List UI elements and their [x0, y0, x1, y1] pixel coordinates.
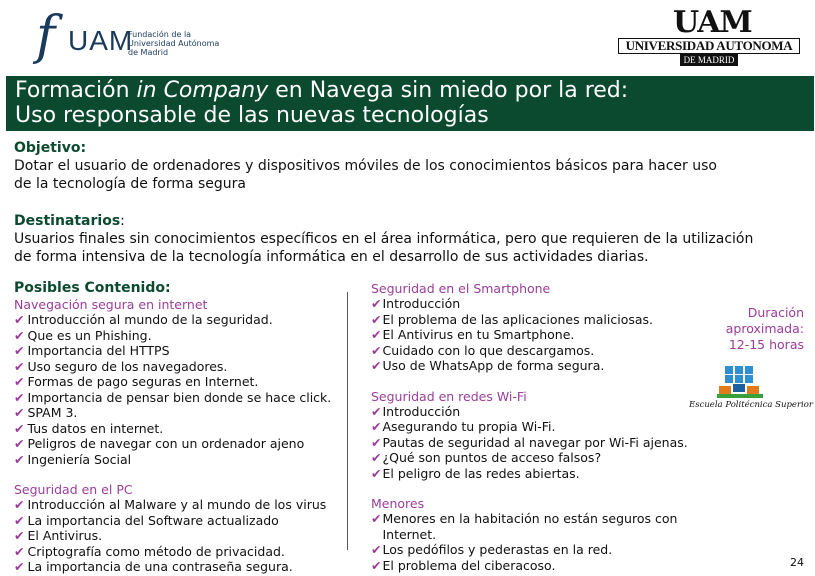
check-icon: ✔	[14, 512, 25, 528]
check-icon: ✔	[14, 312, 25, 327]
list-item-text: Internet.	[382, 526, 437, 542]
page-number: 24	[790, 556, 804, 569]
list-item-text: Introducción al Malware y al mundo de los virus	[27, 497, 327, 512]
list-item	[14, 452, 344, 468]
uam-logo-city: DE MADRID	[680, 54, 738, 66]
list-item	[371, 527, 701, 543]
list-item-text: SPAM 3.	[27, 405, 78, 420]
objetivo-heading: Objetivo:	[14, 140, 87, 156]
objetivo-text: de la tecnología de forma segura	[14, 176, 246, 192]
uam-logo-mark: UAM	[673, 5, 752, 40]
list-item-text: El Antivirus en tu Smartphone.	[382, 327, 575, 342]
check-icon: ✔	[14, 497, 25, 512]
list-item	[371, 343, 701, 359]
check-icon: ✔	[371, 358, 382, 373]
duracion-value: 12-15 horas	[728, 337, 804, 352]
check-icon: ✔	[14, 358, 25, 374]
contenidos-section-title: Menores	[371, 496, 425, 511]
column-divider	[347, 292, 348, 550]
check-icon: ✔	[14, 543, 25, 559]
list-item-text: La importancia de una contraseña segura.	[27, 559, 293, 574]
check-icon: ✔	[371, 342, 382, 358]
destinatarios-section	[14, 210, 809, 266]
list-item	[14, 421, 344, 437]
list-item-text: Importancia de pensar bien donde se hace click.	[27, 389, 332, 405]
list-item	[14, 390, 344, 406]
contenidos-section-title: Navegación segura en internet	[14, 297, 208, 312]
list-item-text: Uso seguro de los navegadores.	[27, 358, 228, 374]
list-item	[14, 436, 344, 452]
list-item-text: El peligro de las redes abiertas.	[382, 465, 580, 481]
list-item-text: El Antivirus.	[27, 528, 103, 543]
destinatarios-text: de forma intensiva de la tecnología informática en el desarrollo de sus actividades diarias.	[14, 249, 649, 265]
list-item	[14, 513, 344, 529]
list-item-text: Introducción al mundo de la seguridad.	[27, 312, 273, 327]
eps-logo-text: Escuela Politécnica Superior	[689, 400, 813, 410]
check-icon: ✔	[14, 451, 25, 467]
list-item-text: Ingeniería Social	[27, 451, 132, 467]
list-item	[371, 327, 701, 343]
list-item-text: Menores en la habitación no están seguros con	[382, 511, 678, 526]
check-icon: ✔	[371, 419, 382, 434]
list-item-text: Los pedófilos y pederastas en la red.	[382, 542, 613, 557]
list-item	[371, 296, 701, 312]
check-icon: ✔	[14, 528, 25, 543]
list-item	[14, 528, 344, 544]
list-item-text: Formas de pago seguras en Internet.	[27, 374, 259, 389]
list-item	[14, 374, 344, 390]
fuam-logo-subtitle	[128, 30, 238, 57]
list-item	[371, 558, 701, 574]
list-item-text: Peligros de navegar con un ordenador ajeno	[27, 436, 305, 451]
list-item-text: Importancia del HTTPS	[27, 343, 170, 358]
check-icon: ✔	[371, 296, 382, 311]
contenidos-section-title: Seguridad en el Smartphone	[371, 281, 551, 296]
list-item	[14, 312, 344, 328]
list-item-text: El problema del ciberacoso.	[382, 557, 556, 573]
eps-logo-mark	[689, 364, 813, 420]
fuam-logo-f: f	[36, 6, 56, 66]
check-icon: ✔	[371, 434, 382, 450]
list-item	[371, 450, 701, 466]
destinatarios-heading: Destinatarios	[14, 213, 121, 229]
title-emphasis: in Company	[136, 78, 269, 103]
objetivo-text: Dotar el usuario de ordenadores y dispositivos móviles de los conocimientos básicos para hacer uso	[14, 158, 717, 174]
objetivo-section	[14, 140, 804, 193]
list-item-text: Introducción	[382, 403, 461, 419]
eps-logo	[689, 364, 813, 420]
list-item	[371, 404, 701, 420]
list-item-text: Uso de WhatsApp de forma segura.	[382, 358, 605, 373]
fuam-sub-line: de Madrid	[128, 48, 169, 57]
title-bar	[6, 76, 814, 131]
check-icon: ✔	[371, 403, 382, 419]
fuam-sub-line: Universidad Autónoma	[128, 39, 220, 48]
check-icon: ✔	[14, 327, 25, 343]
contenidos-heading: Posibles Contenido:	[14, 280, 171, 296]
list-item	[14, 544, 344, 560]
list-item-text: ¿Qué son puntos de acceso falsos?	[382, 450, 602, 465]
contenidos-section-title: Seguridad en el PC	[14, 482, 133, 497]
list-item-text: Asegurando tu propia Wi-Fi.	[382, 419, 556, 434]
check-icon: ✔	[371, 557, 382, 573]
check-icon: ✔	[14, 436, 25, 451]
list-item	[371, 312, 701, 328]
contenidos-right-column	[371, 281, 701, 573]
list-item	[371, 542, 701, 558]
title-text: Formación	[15, 78, 137, 103]
check-icon: ✔	[371, 450, 382, 465]
check-icon: ✔	[371, 327, 382, 342]
check-icon: ✔	[14, 420, 25, 436]
list-item-text: Que es un Phishing.	[27, 327, 152, 343]
uam-logo-name: UNIVERSIDAD AUTONOMA	[618, 38, 800, 54]
list-item-text: La importancia del Software actualizado	[27, 512, 279, 528]
list-item-text: Cuidado con lo que descargamos.	[382, 342, 595, 358]
check-icon: ✔	[14, 374, 25, 389]
title-text: en Navega sin miedo por la red:	[268, 78, 629, 103]
duracion-box	[708, 305, 804, 353]
title-line-2: Uso responsable de las nuevas tecnologías	[15, 103, 489, 128]
list-item-text: Pautas de seguridad al navegar por Wi-Fi ajenas.	[382, 434, 688, 450]
check-icon: ✔	[14, 343, 25, 358]
contenidos-section-title: Seguridad en redes Wi-Fi	[371, 388, 527, 404]
list-item-text: Tus datos en internet.	[27, 420, 164, 436]
list-item	[371, 419, 701, 435]
title-line-1	[15, 78, 814, 103]
list-item	[371, 511, 701, 527]
check-icon: ✔	[371, 311, 382, 327]
destinatarios-colon: :	[120, 213, 125, 229]
check-icon: ✔	[14, 405, 25, 420]
check-icon: ✔	[14, 559, 25, 574]
fuam-logo-text: UAM	[68, 25, 134, 56]
list-item	[371, 358, 701, 374]
fuam-sub-line: Fundación de la	[128, 30, 192, 39]
list-item	[14, 405, 344, 421]
list-item	[14, 328, 344, 344]
list-item-text: Introducción	[382, 296, 461, 311]
list-item	[371, 435, 701, 451]
check-icon: ✔	[371, 511, 382, 526]
duracion-label: aproximada:	[725, 321, 804, 336]
list-item	[14, 559, 344, 575]
list-item	[14, 343, 344, 359]
duracion-label: Duración	[747, 305, 804, 320]
check-icon: ✔	[371, 465, 382, 481]
list-item	[14, 497, 344, 513]
check-icon: ✔	[14, 389, 25, 405]
list-item-text: Criptografía como método de privacidad.	[27, 543, 285, 559]
uam-logo	[618, 5, 800, 68]
list-item	[371, 466, 701, 482]
check-icon: ✔	[371, 542, 382, 557]
destinatarios-text: Usuarios finales sin conocimientos específicos en el área informática, pero que requieren de la utilización	[14, 231, 754, 247]
contenidos-left-column	[14, 297, 344, 575]
list-item	[14, 359, 344, 375]
list-item-text: El problema de las aplicaciones maliciosas.	[382, 311, 653, 327]
